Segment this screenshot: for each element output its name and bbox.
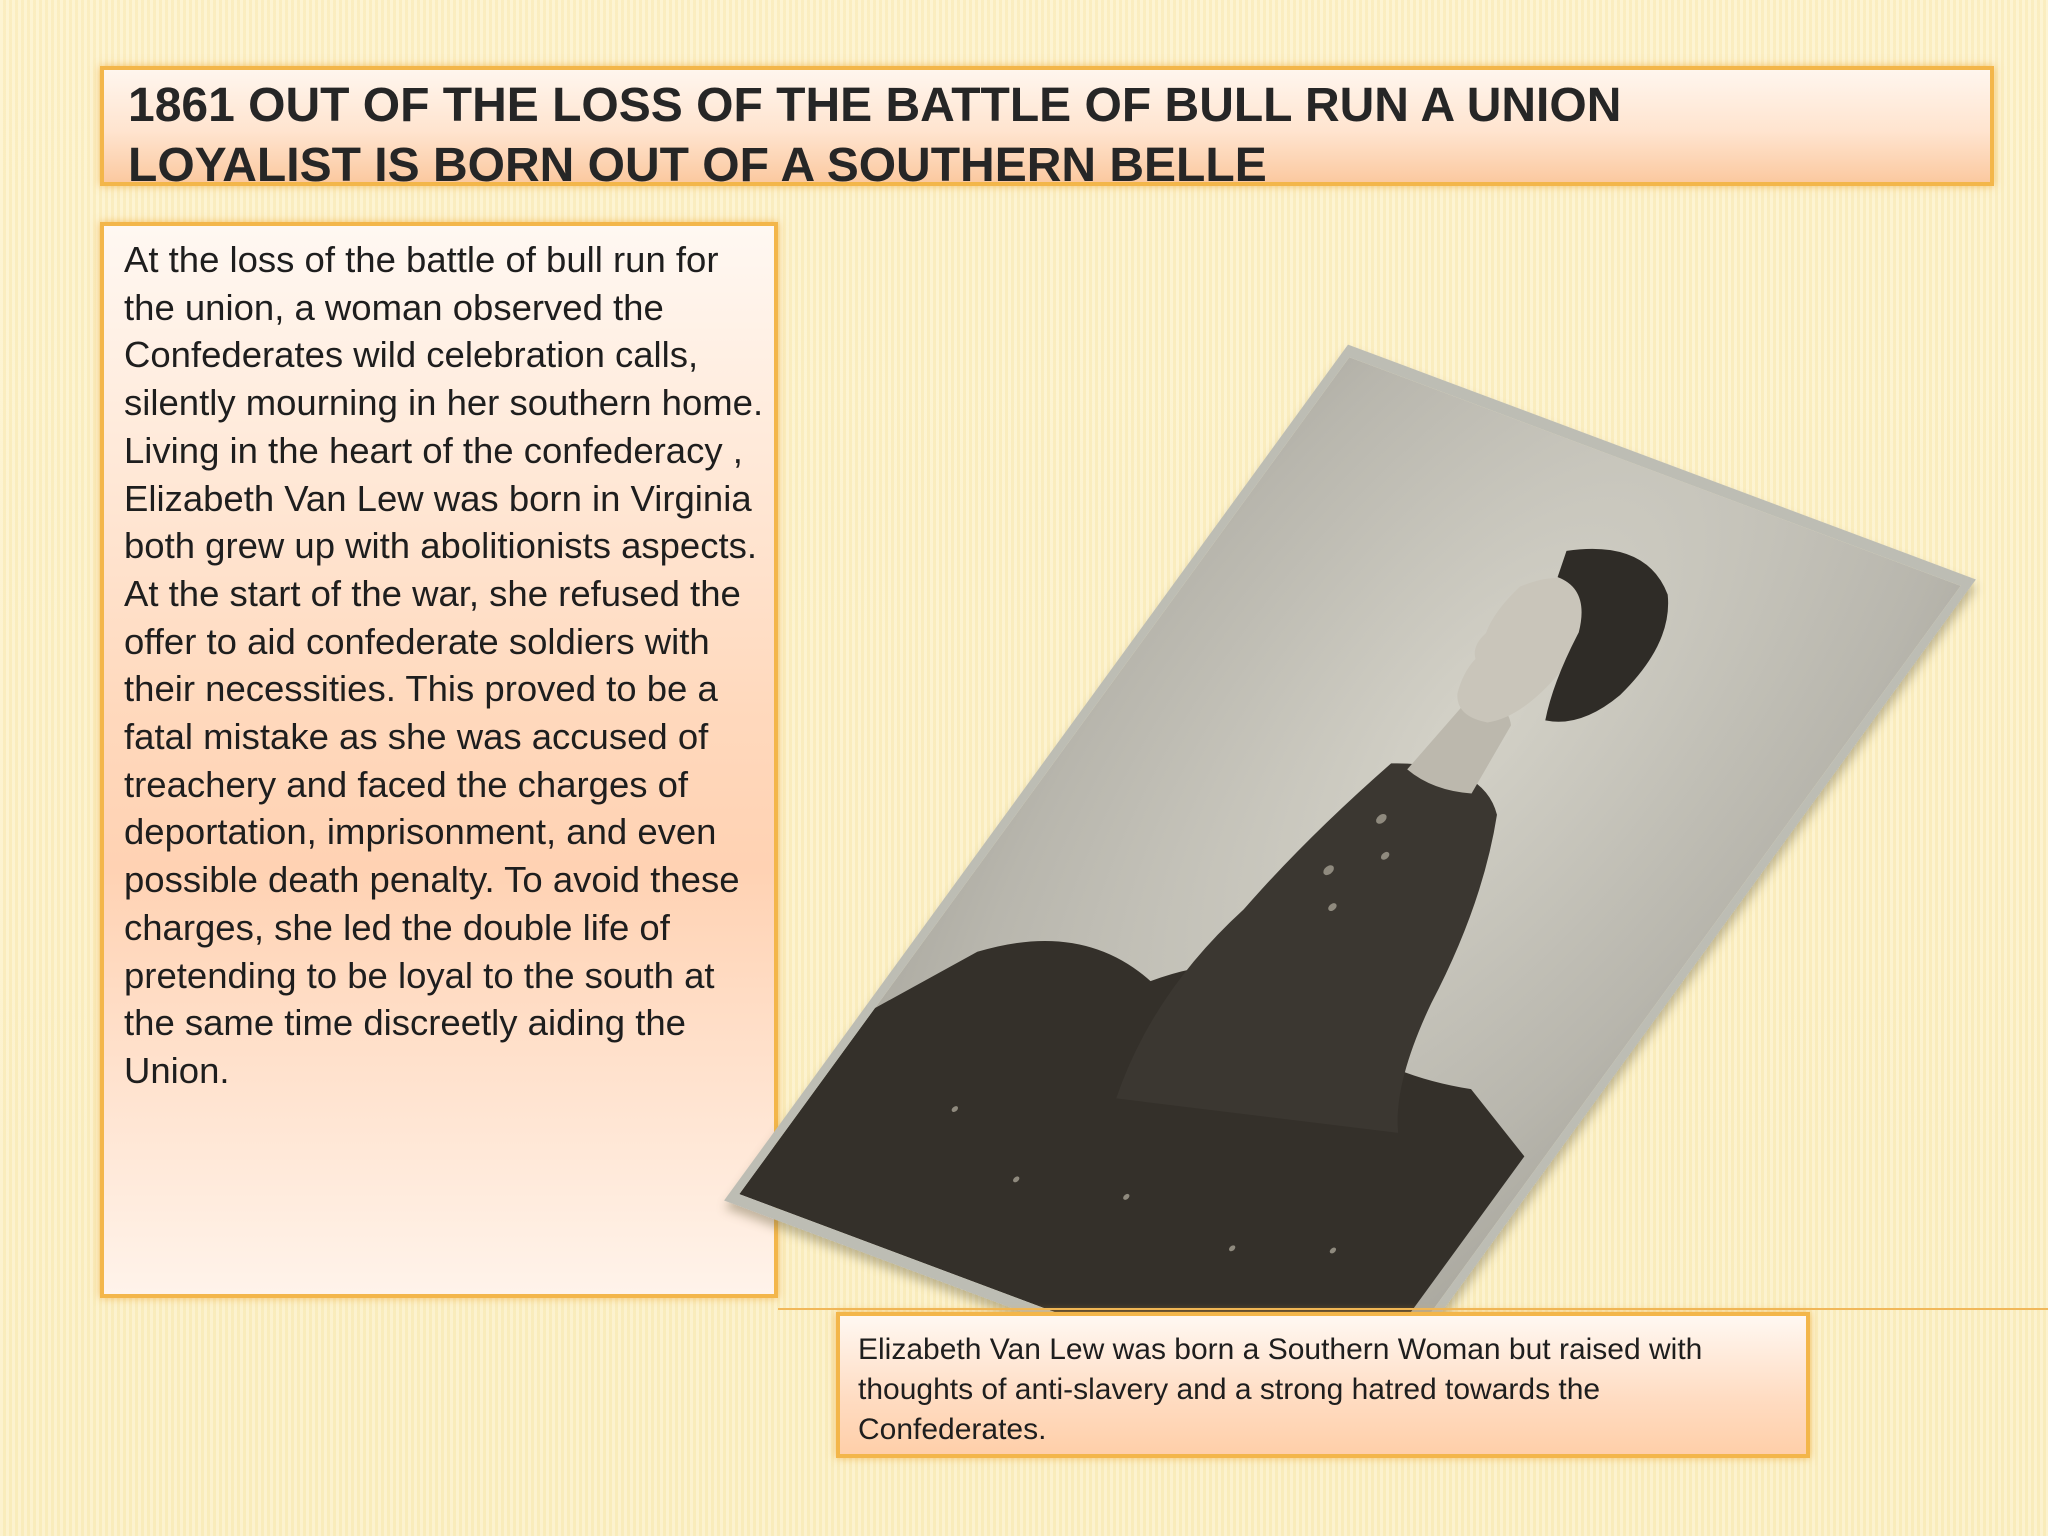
slide-title: 1861 OUT OF THE LOSS OF THE BATTLE OF BULL RUN A UNION LOYALIST IS BORN OUT OF A SOUTHERN BELLE: [128, 79, 1622, 192]
caption-box: [836, 1312, 1810, 1458]
body-text-box: [100, 222, 778, 1298]
title-box: [100, 66, 1994, 192]
photo-caption: Elizabeth Van Lew was born a Southern Woman but raised with thoughts of anti-slavery and a strong hatred towards the Confederates.: [858, 1333, 1703, 1446]
body-text: At the loss of the battle of bull run for the union, a woman observed the Confederates wild celebration calls, silently mourning in her southern home. Living in the heart of the confederacy , Elizabeth Van Lew was born in Virginia both grew up with abolitionists aspects. At the start of the war, she refused the offer to aid confederate soldiers with their necessities. This proved to be a fatal mistake as she was accused of treachery and faced the charges of deportation, imprisonment, and even possible death penalty. To avoid these charges, she led the double life of pretending to be loyal to the south at the same time discreetly aiding the Union.: [124, 239, 764, 1091]
divider-line: [778, 1308, 2048, 1310]
portrait-figure: [739, 357, 1960, 1423]
photo-frame: [724, 345, 1976, 1436]
portrait-photo: [724, 345, 1976, 1436]
